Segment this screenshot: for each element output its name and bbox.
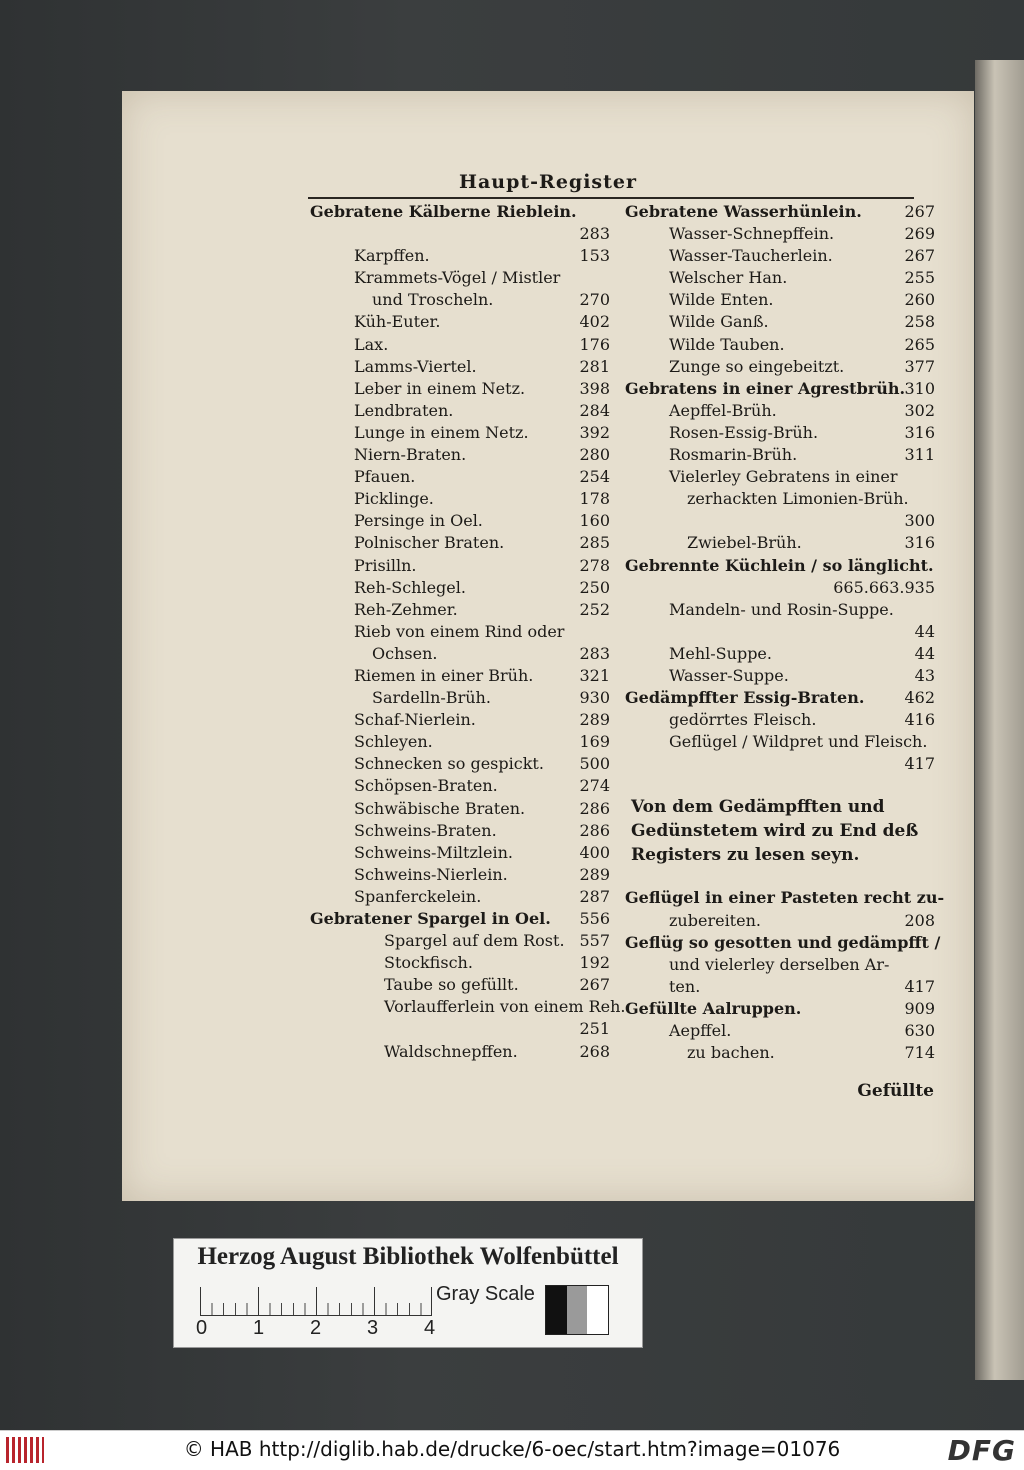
index-entry: [625, 311, 935, 333]
entry-text: Ochsen.: [372, 643, 438, 663]
entry-page-number: 284: [579, 400, 610, 420]
entry-page-number: 281: [579, 356, 610, 376]
index-entry: [625, 334, 935, 356]
index-column-right-top: [625, 201, 935, 775]
index-entry: [625, 954, 935, 976]
entry-text: Spanferckelein.: [354, 886, 482, 906]
entry-page-number: 254: [579, 467, 610, 487]
entry-page-number: 44: [914, 621, 935, 641]
entry-page-number: 160: [579, 511, 610, 531]
entry-page-number: 400: [579, 842, 610, 862]
index-entry: [625, 687, 935, 709]
index-entry: [310, 510, 610, 532]
index-entry: [310, 378, 610, 400]
entry-page-number: 930: [579, 688, 610, 708]
index-entry: [310, 488, 610, 510]
entry-text: Rosen-Essig-Brüh.: [669, 422, 819, 442]
entry-text: Vielerley Gebratens in einer: [669, 467, 898, 487]
entry-text: zerhackten Limonien-Brüh.: [687, 489, 909, 509]
gray-scale-label: Gray Scale: [436, 1283, 535, 1305]
entry-text: Schnecken so gespickt.: [354, 754, 544, 774]
ruler-number-1: 1: [253, 1317, 265, 1339]
entry-text: Niern-Braten.: [354, 445, 467, 465]
entry-text: und Troscheln.: [372, 290, 494, 310]
index-column-right-bottom: [625, 887, 945, 1064]
index-column-right: [625, 201, 945, 1064]
entry-page-number: 153: [579, 246, 610, 266]
ruler-number-2: 2: [310, 1317, 322, 1339]
index-entry: [310, 422, 610, 444]
index-entry: [310, 952, 610, 974]
entry-page-number: 283: [579, 224, 610, 244]
index-entry: [310, 974, 610, 996]
index-entry: [310, 731, 610, 753]
index-entry: [625, 731, 935, 753]
entry-page-number: 289: [579, 710, 610, 730]
entry-text: Wilde Tauben.: [669, 334, 785, 354]
index-entry: [310, 886, 610, 908]
index-entry: [310, 908, 610, 930]
footer-copyright-url[interactable]: © HAB http://diglib.hab.de/drucke/6-oec/start.htm?image=01076: [183, 1437, 841, 1461]
index-entry: [625, 201, 935, 223]
entry-page-number: 286: [579, 820, 610, 840]
entry-page-number: 267: [579, 975, 610, 995]
index-entry: [625, 577, 935, 599]
entry-text: Gebratene Kälberne Rieblein.: [310, 202, 577, 221]
catchword: Gefüllte: [857, 1081, 934, 1101]
entry-page-number: 178: [579, 489, 610, 509]
index-entry: [625, 910, 935, 932]
index-entry: [625, 356, 935, 378]
entry-page-number: 556: [579, 909, 610, 928]
entry-text: Gebrennte Küchlein / so länglicht.: [625, 555, 934, 575]
index-entry: [625, 223, 935, 245]
entry-page-number: 208: [904, 910, 935, 930]
next-page-edge: [975, 60, 1024, 1380]
entry-page-number: 302: [904, 400, 935, 420]
index-entry: [310, 466, 610, 488]
entry-page-number: 417: [904, 754, 935, 774]
entry-text: Reh-Schlegel.: [354, 577, 466, 597]
index-entry: [310, 775, 610, 797]
library-scale-card: [173, 1238, 643, 1348]
entry-text: Aepffel-Brüh.: [669, 400, 777, 420]
entry-text: Krammets-Vögel / Mistler: [354, 268, 561, 288]
entry-page-number: 311: [904, 445, 935, 465]
entry-page-number: 267: [904, 202, 935, 221]
entry-page-number: 260: [904, 290, 935, 310]
entry-page-number: 398: [579, 378, 610, 398]
index-entry: [625, 422, 935, 444]
index-entry: [310, 798, 610, 820]
index-entry: [310, 444, 610, 466]
index-entry: [625, 245, 935, 267]
index-entry: [625, 510, 935, 532]
index-entry: [625, 998, 935, 1020]
entry-page-number: 316: [904, 533, 935, 553]
entry-text: und vielerley derselben Ar-: [669, 954, 890, 974]
entry-page-number: 278: [579, 555, 610, 575]
entry-page-number: 500: [579, 754, 610, 774]
index-entry: [625, 378, 935, 400]
entry-page-number: 286: [579, 798, 610, 818]
index-entry: [310, 356, 610, 378]
entry-text: Pfauen.: [354, 467, 416, 487]
entry-page-number: 250: [579, 577, 610, 597]
entry-page-number: 289: [579, 864, 610, 884]
entry-page-number: 462: [904, 688, 935, 708]
entry-text: Lendbraten.: [354, 400, 454, 420]
index-entry: [625, 599, 935, 621]
entry-text: Wilde Ganß.: [669, 312, 769, 332]
index-entry: [310, 599, 610, 621]
entry-text: Polnischer Braten.: [354, 533, 505, 553]
index-entry: [310, 665, 610, 687]
index-entry: [310, 996, 626, 1018]
index-entry: [625, 532, 935, 554]
entry-text: Zunge so eingebeitzt.: [669, 356, 845, 376]
entry-page-number: 416: [904, 710, 935, 730]
entry-page-number: 377: [904, 356, 935, 376]
entry-page-number: 557: [579, 931, 610, 951]
entry-page-number: 274: [579, 776, 610, 796]
index-entry: [310, 842, 610, 864]
index-entry: [310, 643, 610, 665]
index-entry: [310, 267, 610, 289]
entry-text: Gedämpffter Essig-Braten.: [625, 688, 865, 708]
entry-text: Lamms-Viertel.: [354, 356, 477, 376]
entry-text: Taube so gefüllt.: [384, 975, 519, 995]
entry-page-number: 44: [914, 643, 935, 663]
entry-text: Schöpsen-Braten.: [354, 776, 498, 796]
ruler-number-3: 3: [367, 1317, 379, 1339]
entry-text: Wasser-Suppe.: [669, 665, 789, 685]
entry-page-number: 270: [579, 290, 610, 310]
entry-text: gedörrtes Fleisch.: [669, 710, 817, 730]
index-entry: [310, 621, 610, 643]
index-entry: [310, 555, 610, 577]
ruler-number-4: 4: [424, 1317, 436, 1339]
index-entry: [625, 665, 935, 687]
entry-text: Rosmarin-Brüh.: [669, 445, 798, 465]
entry-text: Riemen in einer Brüh.: [354, 665, 534, 685]
entry-page-number: 630: [904, 1021, 935, 1040]
index-entry: [625, 1042, 935, 1064]
entry-page-number: 252: [579, 599, 610, 619]
index-entry: [310, 577, 610, 599]
entry-text: Schleyen.: [354, 732, 433, 752]
index-entry: [310, 400, 610, 422]
entry-text: Wasser-Schnepffein.: [669, 224, 835, 244]
index-entry: [625, 466, 935, 488]
entry-text: Gebratens in einer Agrestbrüh.: [625, 378, 906, 398]
index-entry: [625, 289, 935, 311]
entry-text: Reh-Zehmer.: [354, 599, 458, 619]
entry-page-number: 269: [904, 224, 935, 244]
entry-text: Waldschnepffen.: [384, 1041, 518, 1061]
entry-page-number: 321: [579, 665, 610, 685]
index-entry: [310, 201, 610, 223]
gray-scale-swatch: [545, 1285, 609, 1335]
entry-text: Vorlaufferlein von einem Reh.: [384, 997, 626, 1017]
library-name: Herzog August Bibliothek Wolfenbüttel: [197, 1243, 619, 1270]
index-entry: [310, 334, 610, 356]
header-rule: [308, 197, 914, 199]
index-entry: [625, 1020, 935, 1042]
index-entry: [310, 532, 610, 554]
running-head: Haupt-Register: [459, 171, 637, 193]
entry-page-number: 310: [904, 378, 935, 398]
entry-page-number: 267: [904, 246, 935, 266]
entry-page-number: 251: [579, 1019, 610, 1039]
index-entry: [310, 753, 610, 775]
entry-page-number: 392: [579, 422, 610, 442]
index-entry: [310, 289, 610, 311]
entry-page-number: 280: [579, 445, 610, 465]
entry-page-number: 714: [904, 1043, 935, 1063]
index-entry: [625, 267, 935, 289]
entry-text: Schaf-Nierlein.: [354, 710, 476, 730]
index-entry: [310, 245, 610, 267]
entry-text: Schweins-Nierlein.: [354, 864, 508, 884]
index-entry: [625, 621, 935, 643]
entry-page-number: 169: [579, 732, 610, 752]
index-entry: [625, 976, 935, 998]
entry-text: Rieb von einem Rind oder: [354, 621, 565, 641]
index-entry: [310, 687, 610, 709]
entry-text: ten.: [669, 976, 701, 996]
entry-text: Schweins-Braten.: [354, 820, 497, 840]
entry-text: Gebratener Spargel in Oel.: [310, 909, 551, 928]
entry-text: Gebratene Wasserhünlein.: [625, 202, 862, 221]
entry-page-number: 316: [904, 422, 935, 442]
ruler-number-0: 0: [196, 1317, 208, 1339]
entry-text: Gefüllte Aalruppen.: [625, 998, 802, 1018]
entry-page-number: 300: [904, 511, 935, 531]
entry-text: Stockfisch.: [384, 953, 473, 973]
footer-bar: [0, 1430, 1024, 1470]
entry-text: Geflügel / Wildpret und Fleisch.: [669, 732, 928, 752]
index-note: Von dem Gedämpfften und Gedünstetem wird zu End deß Registers zu lesen seyn.: [631, 797, 919, 866]
index-entry: [310, 930, 610, 952]
index-entry: [310, 1041, 610, 1063]
entry-text: Welscher Han.: [669, 268, 788, 288]
entry-page-number: 255: [904, 268, 935, 288]
entry-text: Picklinge.: [354, 489, 434, 509]
entry-page-number: 665.663.935: [833, 577, 935, 597]
entry-page-number: 909: [904, 998, 935, 1018]
ruler-scale: [200, 1287, 432, 1316]
entry-page-number: 258: [904, 312, 935, 332]
entry-page-number: 287: [579, 886, 610, 906]
dfg-logo: DFG: [947, 1434, 1016, 1467]
entry-page-number: 192: [579, 953, 610, 973]
entry-text: Küh-Euter.: [354, 312, 441, 332]
entry-text: Wasser-Taucherlein.: [669, 246, 833, 266]
index-entry: [310, 820, 610, 842]
index-entry: [310, 311, 610, 333]
index-entry: [310, 1018, 610, 1040]
index-entry: [625, 887, 945, 909]
entry-text: Geflüg so gesotten und gedämpfft /: [625, 932, 941, 952]
index-column-left: [310, 201, 626, 1063]
index-entry: [625, 444, 935, 466]
index-entry: [625, 709, 935, 731]
entry-text: zubereiten.: [669, 910, 761, 930]
entry-text: Karpffen.: [354, 246, 430, 266]
entry-page-number: 268: [579, 1041, 610, 1061]
entry-text: Schweins-Miltzlein.: [354, 842, 513, 862]
entry-text: Mehl-Suppe.: [669, 643, 772, 663]
entry-text: Lunge in einem Netz.: [354, 422, 529, 442]
entry-text: Schwäbische Braten.: [354, 798, 526, 818]
entry-text: Persinge in Oel.: [354, 511, 483, 531]
entry-page-number: 265: [904, 334, 935, 354]
entry-text: Spargel auf dem Rost.: [384, 931, 565, 951]
entry-page-number: 176: [579, 334, 610, 354]
entry-text: Mandeln- und Rosin-Suppe.: [669, 599, 894, 619]
index-entry: [625, 555, 935, 577]
entry-text: Geflügel in einer Pasteten recht zu-: [625, 888, 945, 908]
index-entry: [625, 753, 935, 775]
index-entry: [625, 932, 941, 954]
entry-page-number: 283: [579, 643, 610, 663]
entry-text: Lax.: [354, 334, 389, 354]
entry-text: zu bachen.: [687, 1043, 775, 1063]
index-entry: [310, 709, 610, 731]
index-entry: [310, 864, 610, 886]
entry-text: Wilde Enten.: [669, 290, 774, 310]
book-page: [122, 91, 974, 1201]
index-entry: [625, 488, 935, 510]
entry-text: Leber in einem Netz.: [354, 378, 526, 398]
entry-page-number: 285: [579, 533, 610, 553]
entry-text: Zwiebel-Brüh.: [687, 533, 802, 553]
entry-text: Aepffel.: [669, 1021, 732, 1040]
entry-page-number: 417: [904, 976, 935, 996]
entry-page-number: 402: [579, 312, 610, 332]
index-entry: [625, 643, 935, 665]
entry-text: Sardelln-Brüh.: [372, 688, 491, 708]
entry-text: Prisilln.: [354, 555, 417, 575]
index-entry: [625, 400, 935, 422]
index-entry: [310, 223, 610, 245]
entry-page-number: 43: [914, 665, 935, 685]
